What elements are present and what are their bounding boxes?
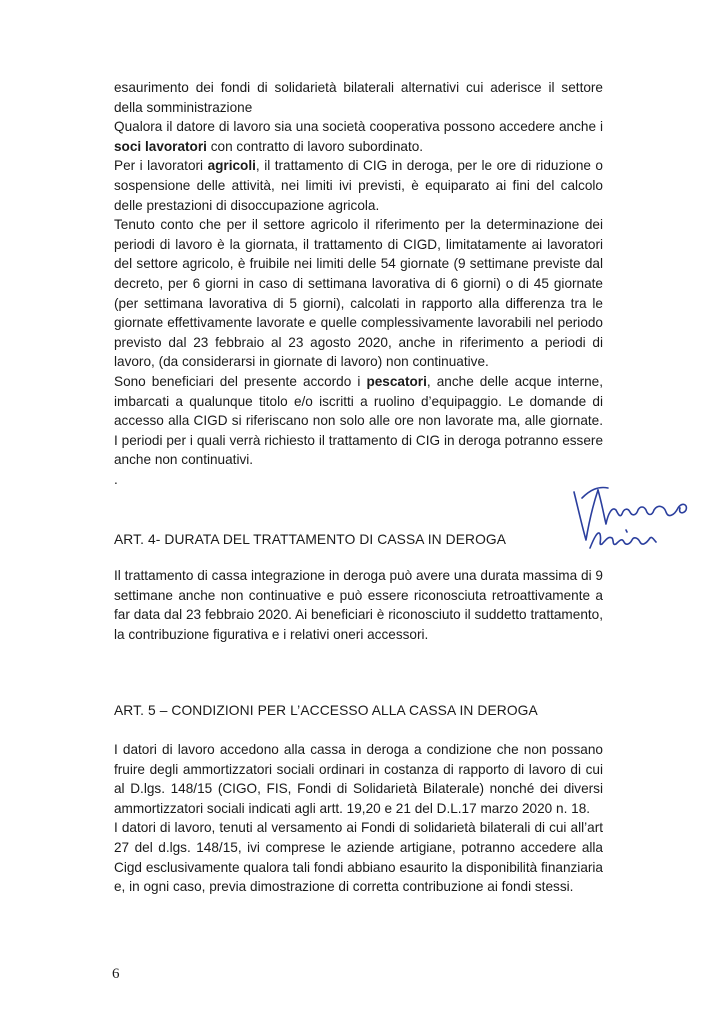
art4-body: Il trattamento di cassa integrazione in deroga può avere una durata massima di 9 settimane anche non continuative e può essere riconosciuta retroattivamente a far data dal 23 febbraio 2020. Ai beneficiari è riconosciuto il suddetto trattamento, la contribuzione figurativa e i relativi oneri accessori. bbox=[114, 568, 603, 642]
soci-lavoratori-emphasis: soci lavoratori bbox=[114, 138, 207, 154]
intro-paragraph-3 bbox=[114, 156, 603, 215]
signature-stroke bbox=[626, 530, 627, 532]
signature-stroke bbox=[598, 490, 686, 524]
p2-text-a: Qualora il datore di lavoro sia una società cooperativa possono accedere anche i bbox=[114, 119, 603, 135]
intro-paragraph-5 bbox=[114, 372, 603, 470]
p2-text-b: con contratto di lavoro subordinato. bbox=[206, 138, 424, 154]
p5-text-a: Sono beneficiari del presente accordo i bbox=[114, 373, 367, 389]
intro-trailing-dot: . bbox=[114, 471, 118, 487]
art5-paragraph-1: I datori di lavoro accedono alla cassa in deroga a condizione che non possano fruire degli ammortizzatori sociali ordinari in costanza di rapporto di lavoro di cui al D.lgs. 148/15 (CIGO, FIS, Fondi di Solidarietà Bilaterale) nonché dei diversi ammortizzatori sociali indicati agli artt. 19,20 e 21 del D.L.17 marzo 2020 n. 18. bbox=[114, 742, 603, 816]
art5-section bbox=[114, 740, 603, 897]
art4-heading: ART. 4- DURATA DEL TRATTAMENTO DI CASSA IN DEROGA bbox=[114, 532, 507, 547]
intro-paragraph-1: esaurimento dei fondi di solidarietà bilaterali alternativi cui aderisce il settore della somministrazione bbox=[114, 80, 603, 115]
handwritten-signature bbox=[568, 478, 698, 558]
p5-text-b: , anche delle acque interne, imbarcati a qualunque titolo e/o iscritti a ruolino d’equipaggio. Le domande di accesso alla CIGD si riferiscano non solo alle ore non lavorate ma, alle giornate. I periodi per i quali verrà richiesto il trattamento di CIG in deroga potranno essere anche non continuativi. bbox=[114, 373, 603, 468]
agricoli-emphasis: agricoli bbox=[207, 158, 256, 174]
signature-stroke bbox=[574, 490, 598, 540]
page-number: 6 bbox=[112, 966, 120, 982]
signature-stroke bbox=[590, 533, 656, 548]
p3-text-b: , il trattamento di CIG in deroga, per le ore di riduzione o sospensione delle attività, nei limiti ivi previsti, è equiparato ai fini del calcolo delle prestazioni di disoccupazione agricola. bbox=[114, 158, 603, 213]
pescatori-emphasis: pescatori bbox=[366, 373, 427, 389]
intro-section bbox=[114, 78, 603, 489]
intro-paragraph-2 bbox=[114, 117, 603, 156]
intro-paragraph-4: Tenuto conto che per il settore agricolo il riferimento per la determinazione dei periodi di lavoro è la giornata, il trattamento di CIGD, limitatamente ai lavoratori del settore agricolo, è fruibile nei limiti delle 54 giornate (9 settimane previste dal decreto, per 6 giorni in caso di settimana lavorativa di 6 giorni) o di 45 giornate (per settimana lavorativa di 5 giorni), calcolati in rapporto alla differenza tra le giornate effettivamente lavorate e quelle complessivamente lavorabili nel periodo previsto dal 23 febbraio al 23 agosto 2020, anche in riferimento a periodi di lavoro, (da considerarsi in giornate di lavoro) non continuative. bbox=[114, 217, 603, 370]
signature-stroke bbox=[582, 487, 608, 498]
art5-paragraph-2: I datori di lavoro, tenuti al versamento ai Fondi di solidarietà bilaterali di cui all’art 27 del d.lgs. 148/15, ivi comprese le aziende artigiane, potranno accedere alla Cigd esclusivamente qualora tali fondi abbiano esaurito la disponibilità finanziaria e, in ogni caso, previa dimostrazione di corretta contribuzione ai fondi stessi. bbox=[114, 820, 603, 895]
art5-heading: ART. 5 – CONDIZIONI PER L’ACCESSO ALLA CASSA IN DEROGA bbox=[114, 703, 538, 718]
p3-text-a: Per i lavoratori bbox=[114, 158, 208, 174]
art4-section bbox=[114, 566, 603, 644]
